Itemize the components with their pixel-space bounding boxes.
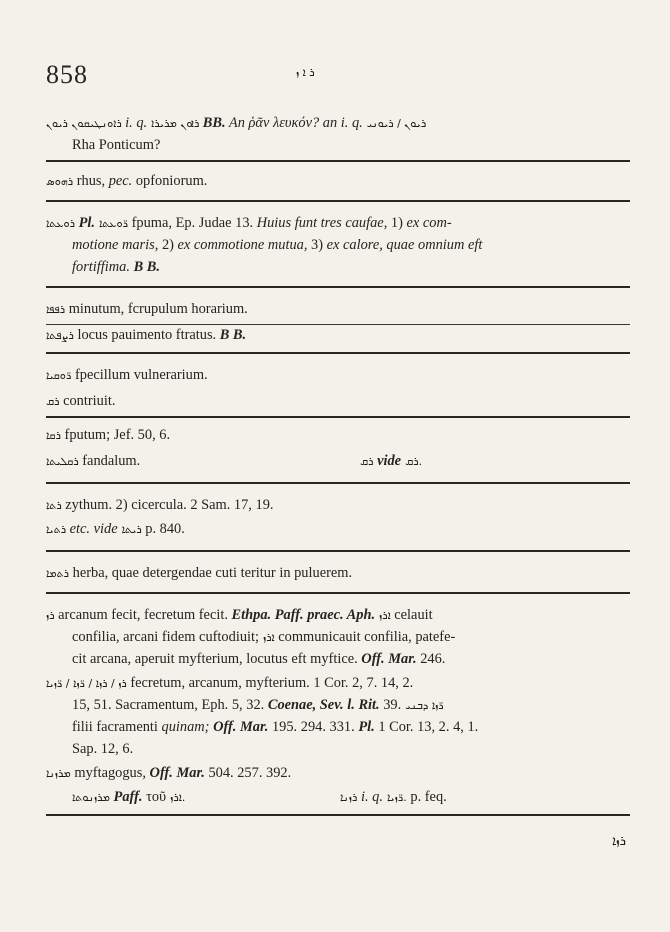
divider [46,550,630,552]
definition: 39. [379,697,402,713]
source-ref: BB. [202,115,226,131]
divider [46,482,630,484]
entry-line [72,628,455,647]
entry-specillum [46,366,208,385]
entry-line [72,788,185,807]
greek-text: ῥᾶν λευκόν? [248,115,320,131]
syriac-word: ܪܐܘܢܛܝܩܘܢ [71,117,122,130]
entry-sandalum [46,452,140,471]
entry-line [72,696,444,715]
abbrev: pec. [108,173,133,189]
definition: communicauit confilia, patefe- [274,629,456,645]
syriac-word: ܪܘܥܬܐ [46,217,75,230]
definition: fputum; Jef. 50, 6. [60,427,171,443]
divider [46,286,630,288]
definition: 195. 294. 331. [268,719,359,735]
syriac-word: ܪܝܘܢ / ܪܝܘܢܝ [362,117,427,130]
source-ref: Off. Mar. [209,719,269,735]
note-text: etc. vide [66,521,118,537]
divider [46,352,630,354]
syriac-word: ܪ̈ܙܝܐ. [382,791,407,804]
syriac-word: ܪܝܘܢ [46,117,126,130]
note-text: quinam; [161,719,210,735]
entry-line [72,258,160,276]
source-ref: B B. [129,259,160,275]
note-text: ex com- [406,215,452,231]
abbrev: Pl. [74,215,95,231]
syriac-word: ܪܩܐ [46,429,61,442]
syriac-word: ܪܨܦܬܐ [46,329,74,342]
syriac-word: ܪܬܐ [46,499,62,512]
definition: 1) [387,215,407,231]
definition: p. 840. [141,521,185,537]
definition: celauit [390,607,433,623]
definition: 15, 51. Sacramentum, Eph. 5, 32. [72,697,268,713]
note-text: motione maris, [72,237,159,253]
definition: herba, quae detergendae cuti teritur in puluerem. [69,565,353,581]
abbrev: i. q. [125,115,148,131]
syriac-word: ܪܩ [46,395,60,408]
source-ref: Coenae, Sev. l. Rit. [267,697,380,713]
definition: fecretum, arcanum, myfterium. 1 Cor. 2, 7. 14, 2. [126,675,414,691]
page-number: 858 [46,60,88,89]
syriac-word: ܪܩܠܝܬܐ [46,455,79,468]
definition: confilia, arcani fidem cuftodiuit; [72,629,260,645]
syriac-word: ܐܪܙ [259,631,275,644]
definition: 3) [307,237,327,253]
definition: 504. 257. 392. [204,765,292,781]
entry-contriuit [46,392,115,411]
entry-spuma [46,214,452,233]
definition: locus pauimento ftratus. [73,327,220,343]
entry-zythum [46,496,274,515]
grammar-note: Ethpa. Paff. praec. Aph. [231,607,376,623]
syriac-word: ܪ̈ܙܐ ܕܒܢܝ [401,699,444,712]
divider [46,200,630,202]
definition: zythum. 2) cicercula. 2 Sam. 17, 19. [61,497,274,513]
source-ref: Off. Mar. [149,765,205,781]
entry-line [72,650,445,668]
syriac-word: ܪܙ / ܪܙܐ / ܪ̈ܙܐ / ܪ̈ܙܝܐ [46,677,127,690]
syriac-word: ܪܝܬܐ [117,523,142,536]
divider [46,416,630,418]
running-head-syriac: ܪ ܐ ܙ [296,66,315,79]
note-text: ex calore, quae omnium eft [326,237,483,253]
note-text: ex commotione mutua, [177,237,308,253]
note-text: fortiffima. [72,259,130,275]
syriac-word: ܐܪܙ. [166,791,186,804]
divider [46,814,630,816]
entry-raz [46,606,433,625]
syriac-word: ܪ̈ܘܩܝܐ [46,369,72,382]
entry-line [46,674,413,693]
definition: arcanum fecit, fecretum fecit. [54,607,232,623]
definition: cit arcana, aperuit myfterium, locutus eft myfticе. [72,651,362,667]
definition: myftagogus, [70,765,150,781]
definition: fpuma, Ep. Judae 13. [128,215,257,231]
definition: rhus, [73,173,109,189]
entry-line: Sap. 12, 6. [72,741,134,757]
abbrev: i. q. [357,789,383,805]
syriac-word: ܪܙ [46,609,55,622]
note-text: An [225,115,249,131]
entry-mystagogus [46,764,291,783]
definition: opfoniorum. [132,173,208,189]
syriac-word: ܡܪܙܢܘܬܐ [72,791,110,804]
syriac-word: ܪܗܘܣ [46,175,74,188]
syriac-word: ܪܬܝܐ [46,523,67,536]
entry-sputum [46,426,170,445]
definition: 246. [416,651,446,667]
entry-retia [46,520,185,539]
syriac-word: ܪܬܡܐ [46,567,70,580]
syriac-word: ܐܪܙ [375,609,391,622]
definition: minutum, fcrupulum horarium. [65,301,248,317]
definition: 2) [158,237,178,253]
entry-herba [46,564,352,583]
definition: filii facramenti [72,719,162,735]
definition: contriuit. [59,393,116,409]
entry-pauimentum [46,326,246,345]
entry-line [72,718,478,736]
catchword: ܪܙܐ [611,834,626,849]
syriac-word: ܪܦܦܐ [46,303,66,316]
grammar-note: Paff. [109,789,143,805]
entry-line: Rha Ponticum? [72,137,161,153]
note-text: an [319,115,341,131]
entry-rhaun [46,114,426,133]
entry-rhus [46,172,207,191]
source-ref: B B. [219,327,247,343]
abbrev: i. q. [340,115,363,131]
definition: fandalum. [78,453,141,469]
definition: p. feq. [406,789,447,805]
divider [46,160,630,162]
syriac-word: ܪܩ. [401,455,423,468]
entry-line [340,788,447,807]
vide-label: vide [373,453,402,469]
cross-reference [360,452,422,471]
divider [46,324,630,325]
entry-line [72,236,482,254]
definition: fpecillum vulnerarium. [71,367,208,383]
syriac-word: ܡܪܙܢܐ [46,767,71,780]
divider [46,592,630,594]
syriac-word: ܪ̈ܘܥܬܐ [94,217,129,230]
greek-text: τοῦ [142,789,167,805]
entry-minutum [46,300,248,319]
source-ref: Off. Mar. [361,651,417,667]
definition: 1 Cor. 13, 2. 4, 1. [374,719,479,735]
syriac-word: ܪܐܘܢ ܡܪܝܪܐ [147,117,203,130]
syriac-word: ܪܙܢܐ [340,791,358,804]
abbrev: Pl. [358,719,375,735]
syriac-word: ܪܩ [360,455,374,468]
note-text: Huius funt tres caufae, [256,215,388,231]
